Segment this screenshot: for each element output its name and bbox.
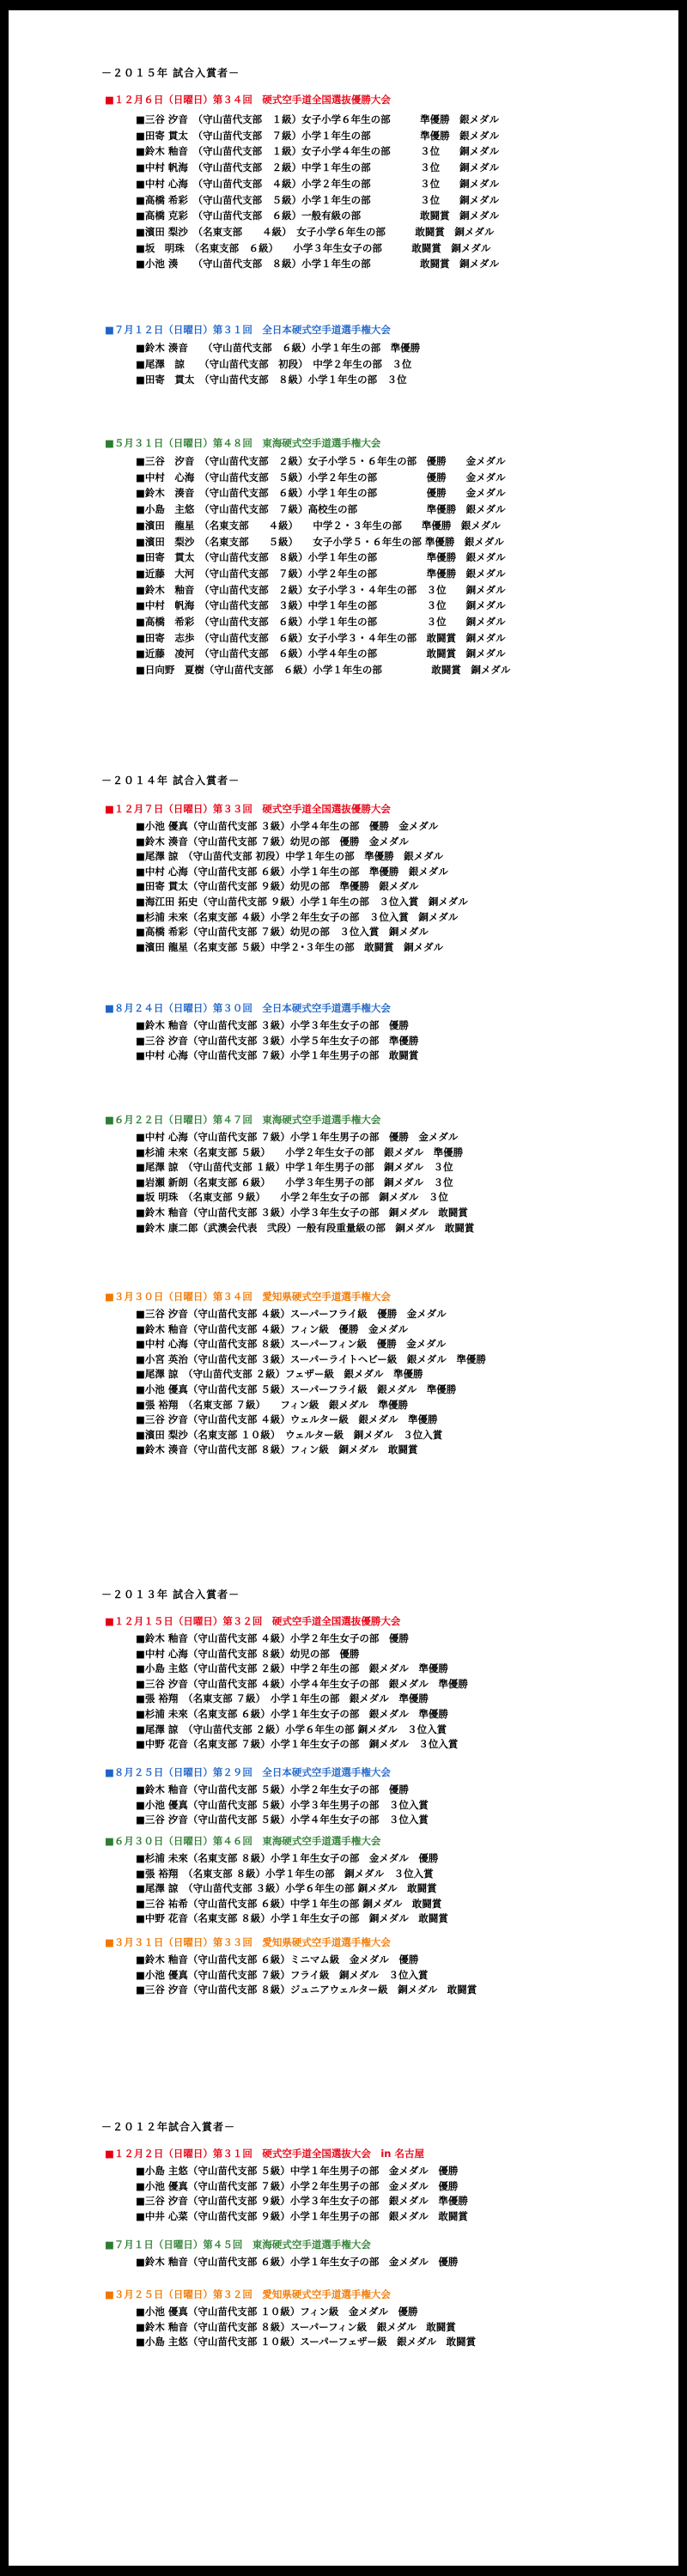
winner-row: ■中村 心海（守山苗代支部 ７級）小学１年生男子の部 優勝 金メダル: [136, 1131, 459, 1143]
winner-row: ■中村 心海（守山苗代支部 ８級）スーパーフィン級 優勝 金メダル: [136, 1338, 447, 1351]
winner-row: ■中村 心海 （守山苗代支部 ４級）小学２年生の部 ３位 銅メダル: [136, 177, 500, 190]
winner-row: ■高橋 希彩 （守山苗代支部 ６級）小学１年生の部 ３位 銅メダル: [136, 616, 506, 629]
winner-list: [136, 112, 499, 272]
winner-row: ■小池 優真（守山苗代支部 ７級）小学２年生男子の部 金メダル 優勝: [136, 2179, 459, 2192]
winner-row: ■近藤 凌河 （守山苗代支部 ６級）小学４年生の部 敢闘賞 銅メダル: [136, 647, 506, 660]
winner-row: ■尾澤 諒 （守山苗代支部 初段）中学１年生の部 準優勝 銀メダル: [136, 850, 444, 863]
tournament-title: ■１２月２日（日曜日）第３１回 硬式空手道全国選抜大会 in 名古屋: [105, 2148, 424, 2160]
winner-row: ■中村 心海（守山苗代支部 ７級）小学１年生男子の部 敢闘賞: [136, 1049, 419, 1062]
year-heading-2012: －２０１２年試合入賞者－: [101, 2121, 236, 2133]
winner-row: ■中村 心海（守山苗代支部 ６級）小学１年生の部 準優勝 銀メダル: [136, 865, 448, 878]
winner-row: ■鈴木 釉音（守山苗代支部 ８級）スーパーフィン級 銀メダル 敢闘賞: [136, 2320, 456, 2333]
winner-row: ■中野 花音（名東支部 ８級）小学１年生女子の部 銅メダル 敢闘賞: [136, 1912, 448, 1925]
winner-row: ■小池 優真（守山苗代支部 ５級）小学３年生男子の部 ３位入賞: [136, 1798, 429, 1811]
winner-row: ■張 裕翔 （名東支部 ７級） フィン級 銀メダル 準優勝: [136, 1398, 408, 1411]
winner-row: ■三谷 汐音 （守山苗代支部 １級）女子小学６年生の部 準優勝 銀メダル: [136, 113, 500, 125]
winner-row: ■張 裕翔 （名東支部 ８級）小学１年生の部 銅メダル ３位入賞: [136, 1867, 434, 1880]
tournament-title: ■８月２４日（日曜日）第３０回 全日本硬式空手道選手権大会: [105, 1002, 391, 1014]
winner-row: ■小池 湊 （守山苗代支部 ８級）小学１年生の部 敢闘賞 銅メダル: [136, 258, 500, 270]
winner-row: ■近藤 大河 （守山苗代支部 ７級）小学２年生の部 準優勝 銀メダル: [136, 567, 506, 580]
tournament-title: ■８月２５日（日曜日）第２９回 全日本硬式空手道選手権大会: [105, 1766, 391, 1778]
winner-row: ■尾澤 諒 （守山苗代支部 初段） 中学２年生の部 ３位: [136, 357, 412, 370]
winner-row: ■小宮 英治（守山苗代支部 ３級）スーパーライトヘビー級 銀メダル 準優勝: [136, 1352, 486, 1365]
winner-row: ■尾澤 諒 （守山苗代支部 ２級）小学６年生の部 銅メダル ３位入賞: [136, 1722, 447, 1735]
winner-row: ■鈴木 釉音 （守山苗代支部 １級）女子小学４年生の部 ３位 銅メダル: [136, 145, 500, 158]
winner-list: [136, 2255, 458, 2270]
winner-row: ■鈴木 康二郎（武澳会代表 弐段）一般有段重量級の部 銅メダル 敢闘賞: [136, 1221, 475, 1234]
winner-row: ■鈴木 湊音（守山苗代支部 ７級）幼児の部 優勝 金メダル: [136, 835, 409, 848]
winner-row: ■三谷 汐音（守山苗代支部 ４級）小学４年生女子の部 銀メダル 準優勝: [136, 1677, 468, 1690]
winner-row: ■中村 帆海 （守山苗代支部 ３級）中学１年生の部 ３位 銅メダル: [136, 599, 506, 612]
winner-row: ■中村 帆海 （守山苗代支部 ２級）中学１年生の部 ３位 銅メダル: [136, 161, 500, 174]
winner-row: ■尾澤 諒 （守山苗代支部 ２級）フェザー級 銀メダル 準優勝: [136, 1368, 423, 1381]
winner-row: ■濱田 梨沙（名東支部 １０級） ウェルター級 銅メダル ３位入賞: [136, 1428, 443, 1441]
winner-list: [136, 1307, 486, 1458]
winner-list: [136, 1783, 429, 1828]
winner-list: [136, 453, 510, 678]
year-heading-2013: －２０１３年 試合入賞者－: [101, 1589, 240, 1601]
winner-row: ■小池 優真（守山苗代支部 ３級）小学４年生の部 優勝 金メダル: [136, 820, 439, 832]
winner-row: ■鈴木 釉音（守山苗代支部 ４級）小学２年生女子の部 優勝: [136, 1632, 409, 1644]
tournament-title: ■６月２２日（日曜日）第４７回 東海硬式空手道選手権大会: [105, 1114, 381, 1126]
winner-row: ■鈴木 釉音（守山苗代支部 ６級）小学１年生女子の部 金メダル 優勝: [136, 2256, 459, 2268]
tournament-title: ■３月３１日（日曜日）第３３回 愛知県硬式空手道選手権大会: [105, 1936, 391, 1948]
winner-list: [136, 1631, 468, 1753]
winner-row: ■三谷 汐音（守山苗代支部 ９級）小学３年生女子の部 銀メダル 準優勝: [136, 2195, 468, 2208]
winner-row: ■田寄 志歩 （守山苗代支部 ６級）女子小学３・４年生の部 敢闘賞 銅メダル: [136, 631, 506, 644]
year-heading-2014: －２０１４年 試合入賞者－: [101, 775, 240, 787]
winner-row: ■濱田 梨沙 （名東支部 ５級） 女子小学５・６年生の部 準優勝 銀メダル: [136, 535, 504, 548]
winner-row: ■中井 心菜（守山苗代支部 ９級）小学１年生男子の部 銀メダル 敢闘賞: [136, 2209, 468, 2222]
winner-row: ■高橋 希彩 （守山苗代支部 ５級）小学１年生の部 ３位 銅メダル: [136, 193, 500, 206]
winner-row: ■尾澤 諒 （守山苗代支部 ３級）小学６年生の部 銅メダル 敢闘賞: [136, 1882, 437, 1895]
winner-row: ■濱田 龍星 （名東支部 ４級） 中学２・３年生の部 準優勝 銀メダル: [136, 519, 501, 532]
winner-row: ■田寄 貫太 （守山苗代支部 ８級）小学１年生の部 ３位: [136, 374, 407, 386]
winner-row: ■小池 優真（守山苗代支部 １０級）フィン級 金メダル 優勝: [136, 2306, 418, 2318]
winner-row: ■杉浦 未來（名東支部 ５級） 小学２年生女子の部 銀メダル 準優勝: [136, 1145, 464, 1158]
winner-row: ■濱田 龍星（名東支部 ５級）中学２･３年生の部 敢闘賞 銅メダル: [136, 940, 444, 953]
winner-row: ■岩瀬 新朗（名東支部 ６級） 小学３年生男子の部 銅メダル ３位: [136, 1176, 453, 1188]
tournament-title: ■３月３０日（日曜日）第３４回 愛知県硬式空手道選手権大会: [105, 1291, 391, 1303]
tournament-title: ■５月３１日（日曜日）第４８回 東海硬式空手道選手権大会: [105, 437, 381, 449]
winner-row: ■坂 明珠 （名東支部 ９級） 小学２年生女子の部 銅メダル ３位: [136, 1191, 448, 1204]
winner-row: ■三谷 汐音（守山苗代支部 ３級）小学５年生女子の部 準優勝: [136, 1034, 419, 1047]
tournament-title: ■７月１２日（日曜日）第３１回 全日本硬式空手道選手権大会: [105, 324, 391, 336]
winner-row: ■三谷 汐音（守山苗代支部 ４級）スーパーフライ級 優勝 金メダル: [136, 1308, 447, 1320]
winner-row: ■尾澤 諒 （守山苗代支部 １級）中学１年生男子の部 銅メダル ３位: [136, 1161, 453, 1174]
winner-row: ■高橋 希彩（守山苗代支部 ７級）幼児の部 ３位入賞 銅メダル: [136, 926, 429, 939]
year-heading-2015: －２０１５年 試合入賞者－: [101, 67, 240, 79]
winner-list: [136, 1851, 448, 1927]
winner-row: ■鈴木 湊音（守山苗代支部 ８級）フィン級 銅メダル 敢闘賞: [136, 1443, 418, 1456]
winner-row: ■杉浦 未來（名東支部 ４級）小学２年生女子の部 ３位入賞 銅メダル: [136, 910, 459, 923]
winner-list: [136, 1953, 477, 1998]
winner-row: ■張 裕翔 （名東支部 ７級） 小学１年生の部 銀メダル 準優勝: [136, 1692, 429, 1705]
winner-row: ■鈴木 釉音 （守山苗代支部 ２級）女子小学３・４年生の部 ３位 銅メダル: [136, 583, 506, 596]
winner-row: ■鈴木 釉音（守山苗代支部 ３級）小学３年生女子の部 優勝: [136, 1019, 409, 1031]
winner-row: ■鈴木 釉音（守山苗代支部 ３級）小学３年生女子の部 銅メダル 敢闘賞: [136, 1206, 468, 1218]
winner-row: ■三谷 汐音（守山苗代支部 ４級）ウェルター級 銀メダル 準優勝: [136, 1413, 438, 1426]
winner-row: ■中野 花音（名東支部 ７級）小学１年生女子の部 銅メダル ３位入賞: [136, 1738, 459, 1751]
winner-row: ■三谷 汐音（守山苗代支部 ８級）ジュニアウェルター級 銅メダル 敢闘賞: [136, 1984, 477, 1996]
results-page: [9, 10, 678, 2566]
tournament-title: ■１２月１５日（日曜日）第３２回 硬式空手道全国選抜優勝大会: [105, 1615, 401, 1627]
winner-row: ■小島 主悠（守山苗代支部 ５級）中学１年生男子の部 金メダル 優勝: [136, 2165, 459, 2177]
winner-row: ■鈴木 釉音（守山苗代支部 ５級）小学２年生女子の部 優勝: [136, 1783, 409, 1795]
winner-list: [136, 1130, 474, 1236]
winner-row: ■高橋 克彩 （守山苗代支部 ６級）一般有級の部 敢闘賞 銅メダル: [136, 210, 500, 222]
winner-list: [136, 340, 420, 388]
winner-row: ■鈴木 釉音（守山苗代支部 ４級）フィン級 優勝 金メダル: [136, 1322, 408, 1335]
winner-row: ■三谷 汐音 （守山苗代支部 ２級）女子小学５・６年生の部 優勝 金メダル: [136, 455, 506, 467]
winner-row: ■鈴木 釉音（守山苗代支部 ６級）ミニマム級 金メダル 優勝: [136, 1953, 419, 1965]
winner-row: ■田寄 貫太（守山苗代支部 ９級）幼児の部 準優勝 銀メダル: [136, 880, 419, 893]
winner-row: ■小島 主悠 （守山苗代支部 ７級）高校生の部 準優勝 銀メダル: [136, 503, 506, 516]
winner-row: ■中村 心海（守山苗代支部 ８級）幼児の部 優勝: [136, 1647, 360, 1660]
winner-row: ■杉浦 未來（名東支部 ８級）小学１年生女子の部 金メダル 優勝: [136, 1852, 439, 1864]
winner-row: ■田寄 貫太 （守山苗代支部 ８級）小学１年生の部 準優勝 銀メダル: [136, 551, 506, 564]
winner-row: ■坂 明珠 （名東支部 ６級） 小学３年生女子の部 敢闘賞 銅メダル: [136, 241, 491, 254]
tournament-title: ■６月３０日（日曜日）第４６回 東海硬式空手道選手権大会: [105, 1835, 381, 1847]
tournament-title: ■７月１日（日曜日）第４５回 東海硬式空手道選手権大会: [105, 2239, 371, 2251]
winner-list: [136, 819, 468, 955]
tournament-title: ■１２月７日（日曜日）第３３回 硬式空手道全国選抜優勝大会: [105, 803, 391, 815]
winner-row: ■鈴木 湊音 （守山苗代支部 ６級）小学１年生の部 準優勝: [136, 342, 421, 354]
winner-row: ■小池 優真（守山苗代支部 ５級）スーパーフライ級 銀メダル 準優勝: [136, 1382, 457, 1395]
winner-list: [136, 2164, 468, 2224]
winner-row: ■小島 主悠（守山苗代支部 ２級）中学２年生の部 銀メダル 準優勝: [136, 1662, 448, 1675]
winner-row: ■中村 心海 （守山苗代支部 ５級）小学２年生の部 優勝 金メダル: [136, 471, 506, 483]
winner-row: ■海江田 拓史（守山苗代支部 ９級）小学１年生の部 ３位入賞 銅メダル: [136, 895, 468, 908]
winner-row: ■田寄 貫太 （守山苗代支部 ７級）小学１年生の部 準優勝 銀メダル: [136, 129, 500, 142]
winner-row: ■鈴木 湊音 （守山苗代支部 ６級）小学１年生の部 優勝 金メダル: [136, 487, 506, 500]
winner-row: ■小島 主悠（守山苗代支部 １０級）スーパーフェザー級 銀メダル 敢闘賞: [136, 2336, 477, 2348]
winner-row: ■小池 優真（守山苗代支部 ７級）フライ級 銅メダル ３位入賞: [136, 1968, 429, 1981]
tournament-title: ■１２月６日（日曜日）第３４回 硬式空手道全国選抜優勝大会: [105, 94, 391, 106]
winner-row: ■三谷 汐音（守山苗代支部 ５級）小学４年生女子の部 ３位入賞: [136, 1814, 429, 1826]
winner-list: [136, 1018, 418, 1064]
winner-row: ■三谷 祐希（守山苗代支部 ６級）中学１年生の部 銅メダル 敢闘賞: [136, 1897, 442, 1910]
winner-list: [136, 2305, 476, 2350]
winner-row: ■濱田 梨沙 （名東支部 ４級） 女子小学６年生の部 敢闘賞 銅メダル: [136, 225, 495, 238]
winner-row: ■杉浦 未來（名東支部 ６級）小学１年生女子の部 銀メダル 準優勝: [136, 1707, 448, 1720]
winner-row: ■日向野 夏樹（守山苗代支部 ６級）小学１年生の部 敢闘賞 銅メダル: [136, 664, 511, 677]
tournament-title: ■３月２５日（日曜日）第３２回 愛知県硬式空手道選手権大会: [105, 2288, 391, 2300]
